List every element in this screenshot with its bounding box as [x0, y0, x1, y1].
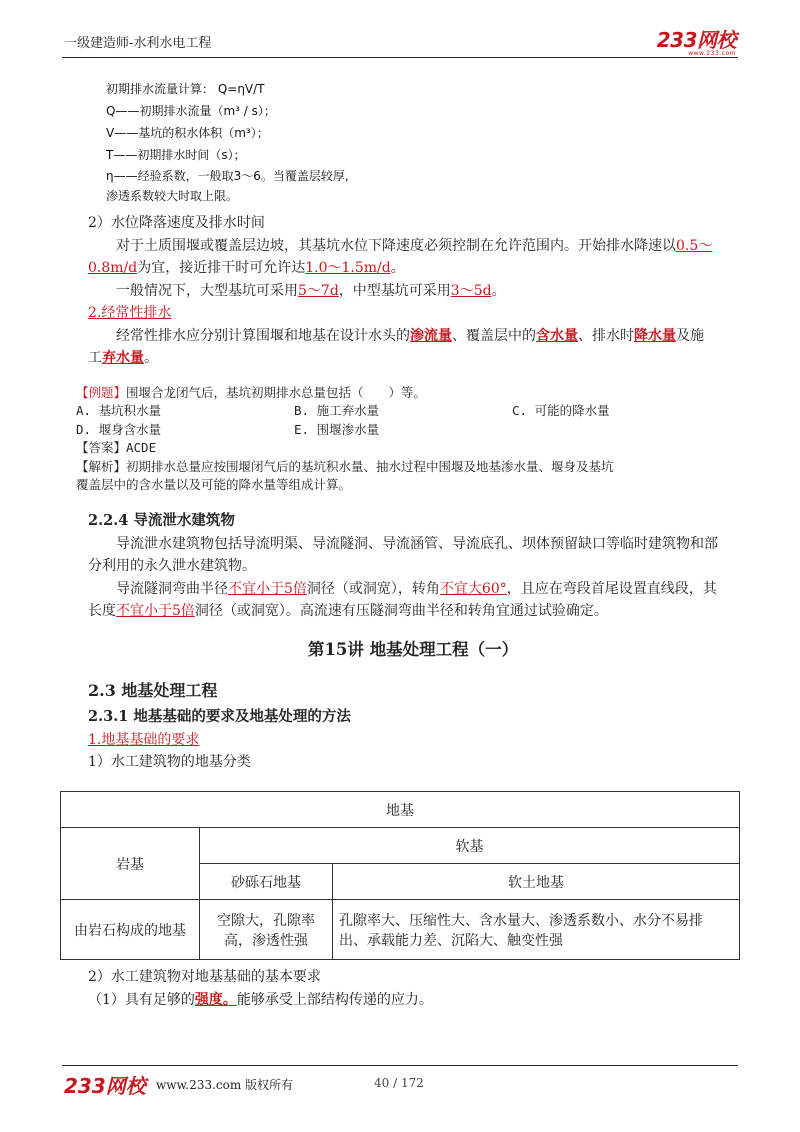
highlight: 5～7d: [298, 282, 339, 299]
text: 导流隧洞弯曲半径: [116, 580, 228, 597]
highlight: 1.0～1.5m/d: [305, 260, 391, 276]
paragraph: 1）水工建筑物的地基分类: [88, 754, 251, 770]
example-block: [76, 384, 738, 495]
formula-line: η——经验系数，一般取3～6。当覆盖层较厚,: [106, 169, 349, 183]
example-options-row: [76, 402, 738, 421]
table-cell-soft: 软基: [200, 828, 740, 864]
paragraph: [88, 989, 738, 1012]
text: 。: [491, 282, 506, 299]
requirements-block: [88, 966, 738, 1011]
option-c: C. 可能的降水量: [512, 403, 610, 418]
text: 。: [390, 260, 405, 276]
text: 、覆盖层中的: [452, 327, 536, 344]
text: 能够承受上部结构传递的应力。: [236, 991, 433, 1008]
highlight: 不宜小于5倍: [228, 580, 307, 597]
option-e: E. 围堰渗水量: [294, 421, 380, 437]
logo-text: 233网校: [656, 28, 736, 52]
text: 、排水时: [578, 327, 634, 344]
paragraph: [88, 280, 738, 303]
table-header-cell: 地基: [61, 792, 740, 828]
text: 洞径（或洞宽），转角: [306, 580, 440, 597]
text: 工: [88, 350, 102, 366]
paragraph: [88, 578, 738, 601]
paragraph: [88, 600, 738, 623]
formula-block: [106, 78, 738, 206]
text: 围堰合龙闭气后，基坑初期排水总量包括（ ）等。: [126, 384, 427, 400]
text: 洞径（或洞宽）。高流速有压隧洞弯曲半径和转角宜通过试验确定。: [194, 603, 608, 619]
table-cell-rock: 岩基: [61, 828, 200, 900]
table-cell-gravel: 砂砾石地基: [200, 864, 333, 900]
formula-line: 渗透系数较大时取上限。: [106, 189, 239, 203]
paragraph: 分利用的永久泄水建筑物。: [88, 558, 256, 574]
highlight: 3～5d: [450, 282, 492, 299]
paragraph: [88, 235, 738, 258]
option-a: A. 基坑积水量: [76, 403, 162, 418]
text: ，中型基坑可采用: [338, 282, 451, 299]
option-b: B. 施工弃水量: [294, 403, 380, 418]
section-heading: 2.2.4 导流泄水建筑物: [88, 511, 235, 529]
text: （1）具有足够的: [88, 991, 195, 1008]
table-cell-rock-desc: 由岩石构成的地基: [61, 900, 200, 960]
subsection-heading: 2.3.1 地基基础的要求及地基处理的方法: [88, 707, 351, 725]
example-options-row: [76, 421, 738, 440]
footer-site-text: www.233.com 版权所有: [156, 1078, 294, 1092]
highlight: 含水量: [536, 327, 578, 344]
formula-line: V——基坑的积水体积（m³）；: [106, 126, 269, 140]
text: 一般情况下，大型基坑可采用: [116, 282, 298, 299]
highlight: 0.8m/d: [88, 260, 138, 276]
table-cell-gravel-desc: 空隙大，孔隙率高，渗透性强: [200, 900, 333, 960]
section-heading-link: 1.地基基础的要求: [88, 731, 200, 748]
section-heading: 2）水位降落速度及排水时间: [88, 215, 265, 231]
formula-line: 初期排水流量计算： Q=ηV/T: [106, 82, 265, 96]
section-heading-link: 2.经常性排水: [88, 305, 172, 321]
paragraph: 2）水工建筑物对地基基础的基本要求: [88, 969, 321, 985]
section-heading: 2.3 地基处理工程: [88, 680, 218, 700]
page-number: 40 / 172: [374, 1076, 424, 1090]
text: 及施: [676, 327, 704, 344]
example-analysis: 覆盖层中的含水量以及可能的降水量等组成计算。: [76, 477, 352, 492]
highlight: 强度。: [194, 991, 237, 1008]
paragraph: [88, 347, 738, 370]
paragraph: [88, 257, 738, 280]
example-question: [76, 384, 738, 403]
text: ，且应在弯段首尾设置直线段，其: [506, 580, 717, 597]
option-d: D. 堰身含水量: [76, 421, 162, 437]
highlight: 不宜小于5倍: [116, 603, 195, 619]
footer-logo: 233网校: [64, 1074, 146, 1098]
header-divider: [62, 57, 738, 58]
text: 对于土质围堰或覆盖层边坡，其基坑水位下降速度必须控制在允许范围内。开始排水降速以: [116, 237, 676, 254]
footer-divider: [62, 1065, 738, 1066]
text: 经常性排水应分别计算围堰和地基在设计水头的: [116, 327, 410, 344]
example-answer: 【答案】ACDE: [76, 440, 157, 455]
logo-subtext: www.233.com: [688, 50, 736, 57]
formula-line: T——初期排水时间（s）；: [106, 148, 246, 162]
highlight: 不宜大60°: [439, 580, 507, 597]
page-content: [76, 68, 738, 774]
highlight: 0.5～: [676, 237, 713, 254]
table-cell-soft-soil: 软土地基: [333, 864, 740, 900]
formula-line: Q——初期排水流量（m³ / s）；: [106, 104, 276, 118]
example-analysis: 【解析】初期排水总量应按围堰闭气后的基坑积水量、抽水过程中围堰及地基渗水量、堰身及基坑: [76, 458, 614, 474]
highlight: 弃水量: [102, 350, 144, 366]
text: 长度: [88, 603, 116, 619]
text: 。: [144, 350, 158, 366]
highlight: 降水量: [634, 327, 676, 344]
highlight: 渗流量: [410, 327, 452, 344]
text: 出、承载能力差、沉陷大、触变性强: [339, 932, 563, 949]
table-cell-soft-desc: [333, 900, 740, 960]
example-tag: 【例题】: [76, 384, 127, 400]
foundation-classification-table: [60, 791, 740, 960]
text: 为宜，接近排干时可允许达: [137, 260, 306, 276]
document-header-title: 一级建造师-水利水电工程: [64, 36, 212, 51]
brand-logo: [657, 24, 736, 57]
paragraph: 导流泄水建筑物包括导流明渠、导流隧洞、导流涵管、导流底孔、坝体预留缺口等临时建筑物和部: [116, 535, 718, 552]
paragraph: [88, 325, 738, 348]
text: 孔隙率大、压缩性大、含水量大、渗透系数小、水分不易排: [339, 912, 703, 929]
lecture-title: 第15讲 地基处理工程（一）: [307, 639, 519, 659]
